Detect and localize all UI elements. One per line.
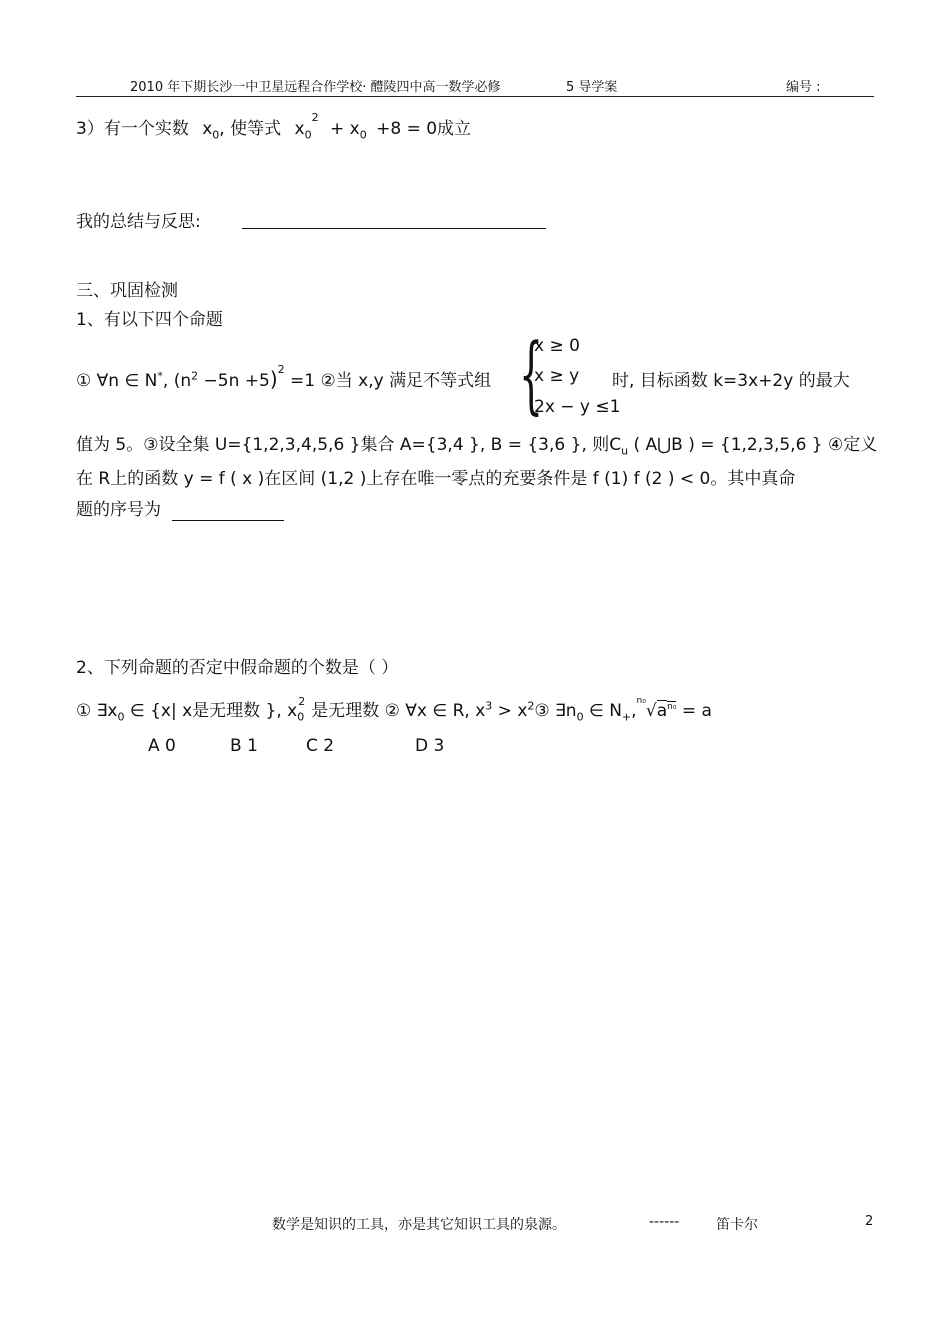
section3-title: 三、巩固检测 — [76, 281, 178, 301]
q2-sup2b: 2 — [527, 699, 535, 713]
q2-sub0: 0 — [117, 710, 125, 724]
item3-x3: x — [349, 119, 360, 139]
item3-rest: +8 = 0成立 — [376, 119, 472, 139]
item3-prefix: 3）有一个实数 — [76, 119, 189, 139]
header-module: 5 导学案 — [566, 80, 618, 95]
item3-sub-c: 0 — [359, 128, 367, 142]
q2-sub-plus: + — [621, 710, 632, 724]
q1-line1-d: =1 ②当 x,y 满足不等式组 — [284, 371, 492, 391]
q2-sup2: 2 — [298, 695, 306, 709]
q2-line — [76, 696, 712, 723]
radical-icon: √ — [645, 701, 657, 721]
footer-author: 笛卡尔 — [716, 1217, 758, 1233]
q2-p1-a: ① ∃x — [76, 701, 118, 721]
q2-intro: 2、下列命题的否定中假命题的个数是（ ） — [76, 658, 399, 678]
q1-line1 — [76, 363, 492, 391]
q1-line2-b: ( A⋃B ) = {1,2,3,5,6 } ④定义 — [628, 435, 878, 455]
q2-a-base: a — [656, 701, 668, 721]
q2-a-exp: n₀ — [667, 702, 677, 713]
q2-p1-b: ∈ {x| x是无理数 }, x — [124, 701, 298, 721]
q2-choice-a: A 0 — [148, 736, 176, 756]
item3-x2: x — [294, 119, 305, 139]
q2-p1-g: , — [631, 701, 637, 721]
footer-dash: ------ — [649, 1214, 680, 1230]
q2-sub0c: 0 — [576, 710, 584, 724]
summary-label: 我的总结与反思: — [76, 212, 201, 232]
system-brace: { — [519, 325, 544, 423]
q2-choice-b: B 1 — [230, 736, 258, 756]
q1-sup-a: 2 — [191, 369, 199, 383]
q1-intro: 1、有以下四个命题 — [76, 310, 223, 330]
q1-answer-blank[interactable] — [172, 500, 284, 521]
q1-line3: 在 R上的函数 y = f ( x )在区间 (1,2 )上存在唯一零点的充要条件是 f (1) f (2 ) < 0。其中真命 — [76, 469, 796, 489]
q2-p1-e: ③ ∃n — [534, 701, 577, 721]
header-serial-label: 编号 : — [786, 80, 821, 95]
q1-sup-b: 2 — [277, 363, 285, 377]
item3-line — [76, 111, 472, 142]
q1-line4-text: 题的序号为 — [76, 500, 161, 520]
q1-sub-u: u — [621, 444, 629, 458]
q1-line1-c: −5n +5 — [198, 371, 270, 391]
item3-sub: 0 — [212, 128, 220, 142]
system-line-3: 2x − y ≤1 — [534, 397, 621, 417]
q1-star: * — [157, 369, 163, 383]
q1-line2-a: 值为 5。③设全集 U={1,2,3,4,5,6 }集合 A={3,4 }, B = {3,6 }, 则C — [76, 435, 622, 455]
header-title: 2010 年下期长沙一中卫星远程合作学校· 醴陵四中高一数学必修 — [130, 80, 501, 95]
system-line-1: x ≥ 0 — [534, 336, 580, 356]
q2-choice-d: D 3 — [415, 736, 445, 756]
q1-line1-b: , (n — [162, 371, 192, 391]
q2-root-index: n₀ — [636, 696, 646, 707]
q2-p1-h: = a — [676, 701, 712, 721]
q2-p1-d: > x — [492, 701, 528, 721]
header-rule — [76, 96, 874, 97]
q1-line2 — [76, 430, 877, 457]
q2-p1-f: ∈ N — [583, 701, 622, 721]
q2-sup3: 3 — [485, 699, 493, 713]
footer-quote: 数学是知识的工具，亦是其它知识工具的泉源。 — [272, 1217, 566, 1233]
item3-sup2: 2 — [311, 111, 319, 125]
system-line-2: x ≥ y — [534, 366, 580, 386]
q2-choice-c: C 2 — [306, 736, 335, 756]
item3-var: x — [202, 119, 213, 139]
q1-paren: ) — [269, 367, 278, 391]
item3-comma: , 使等式 — [219, 119, 282, 139]
summary-blank[interactable] — [242, 228, 546, 229]
item3-sub-b: 0 — [304, 128, 312, 142]
page-number: 2 — [865, 1214, 874, 1229]
q1-line1-tail: 时, 目标函数 k=3x+2y 的最大 — [612, 371, 850, 391]
q1-line1-a: ① ∀n ∈ N — [76, 371, 158, 391]
summary-line — [76, 207, 201, 232]
item3-plus: + — [329, 119, 345, 139]
q2-sub0b: 0 — [297, 710, 305, 724]
q1-line4 — [76, 495, 284, 521]
q2-p1-c: 是无理数 ② ∀x ∈ R, x — [311, 701, 486, 721]
